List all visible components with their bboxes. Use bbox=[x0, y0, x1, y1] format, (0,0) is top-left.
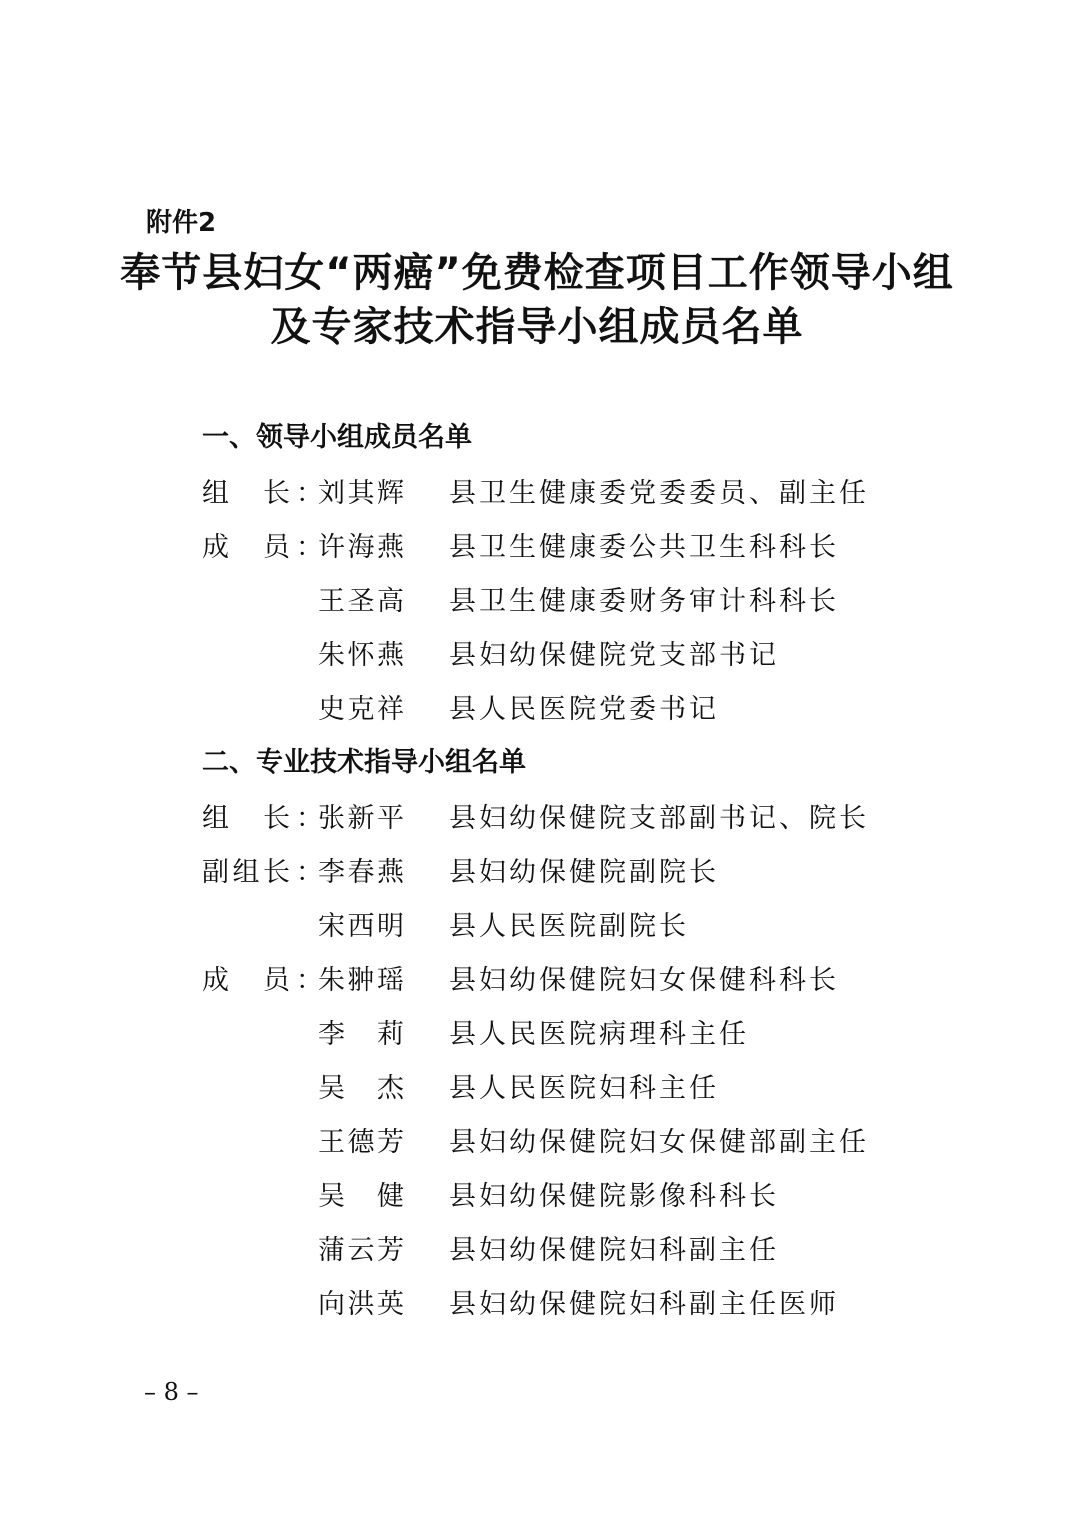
member-role bbox=[202, 797, 323, 841]
document-title-line-2: 及专家技术指导小组成员名单 bbox=[270, 304, 804, 350]
member-role-char: 组 bbox=[202, 478, 229, 509]
member-role bbox=[202, 851, 323, 895]
member-role bbox=[202, 959, 323, 1003]
member-name: 王圣高 bbox=[318, 586, 404, 617]
member-name: 王德芳 bbox=[318, 1127, 404, 1158]
member-duty: 县人民医院副院长 bbox=[449, 911, 689, 942]
section-heading-technical: 二、专业技术指导小组名单 bbox=[202, 747, 526, 778]
member-duty: 县卫生健康委党委委员、副主任 bbox=[449, 478, 869, 509]
member-role-colon: ： bbox=[296, 965, 323, 996]
section-heading-leadership: 一、领导小组成员名单 bbox=[202, 422, 472, 453]
member-duty: 县人民医院妇科主任 bbox=[449, 1073, 719, 1104]
page-number: – 8 – bbox=[144, 1378, 199, 1406]
member-duty: 县妇幼保健院支部副书记、院长 bbox=[449, 803, 869, 834]
member-role-colon: ： bbox=[296, 532, 323, 563]
member-role-char: 成 bbox=[202, 532, 229, 563]
document-title-line-1: 奉节县妇女“两癌”免费检查项目工作领导小组 bbox=[120, 250, 954, 296]
member-name: 吴杰 bbox=[318, 1073, 404, 1104]
member-name: 李莉 bbox=[318, 1019, 404, 1050]
member-role bbox=[202, 472, 323, 516]
member-role-char: 成 bbox=[202, 965, 229, 996]
member-role-char: 长 bbox=[263, 857, 290, 888]
member-name: 吴健 bbox=[318, 1181, 404, 1212]
member-name: 许海燕 bbox=[318, 532, 404, 563]
member-name: 向洪英 bbox=[318, 1289, 404, 1320]
member-name: 李春燕 bbox=[318, 857, 404, 888]
member-role-colon: ： bbox=[296, 857, 323, 888]
member-duty: 县妇幼保健院党支部书记 bbox=[449, 640, 779, 671]
member-duty: 县妇幼保健院妇科副主任医师 bbox=[449, 1289, 839, 1320]
member-name: 宋西明 bbox=[318, 911, 404, 942]
member-duty: 县妇幼保健院妇科副主任 bbox=[449, 1235, 779, 1266]
member-name: 朱翀瑶 bbox=[318, 965, 404, 996]
member-role-char: 长 bbox=[263, 803, 290, 834]
member-name: 蒲云芳 bbox=[318, 1235, 404, 1266]
member-duty: 县妇幼保健院副院长 bbox=[449, 857, 719, 888]
member-role-char: 长 bbox=[263, 478, 290, 509]
member-duty: 县卫生健康委财务审计科科长 bbox=[449, 586, 839, 617]
member-role-char: 员 bbox=[263, 532, 290, 563]
member-duty: 县妇幼保健院妇女保健部副主任 bbox=[449, 1127, 869, 1158]
member-name: 史克祥 bbox=[318, 694, 404, 725]
member-duty: 县卫生健康委公共卫生科科长 bbox=[449, 532, 839, 563]
attachment-label: 附件2 bbox=[146, 208, 217, 238]
member-duty: 县人民医院病理科主任 bbox=[449, 1019, 749, 1050]
member-role-char: 组 bbox=[202, 803, 229, 834]
member-duty: 县人民医院党委书记 bbox=[449, 694, 719, 725]
member-duty: 县妇幼保健院妇女保健科科长 bbox=[449, 965, 839, 996]
member-name: 朱怀燕 bbox=[318, 640, 404, 671]
member-role-char: 组 bbox=[232, 857, 260, 888]
member-duty: 县妇幼保健院影像科科长 bbox=[449, 1181, 779, 1212]
member-role-char: 副 bbox=[202, 857, 229, 888]
member-role-colon: ： bbox=[296, 478, 323, 509]
member-name: 张新平 bbox=[318, 803, 404, 834]
member-role-char: 员 bbox=[263, 965, 290, 996]
member-name: 刘其辉 bbox=[318, 478, 404, 509]
member-role-colon: ： bbox=[296, 803, 323, 834]
member-role bbox=[202, 526, 323, 570]
